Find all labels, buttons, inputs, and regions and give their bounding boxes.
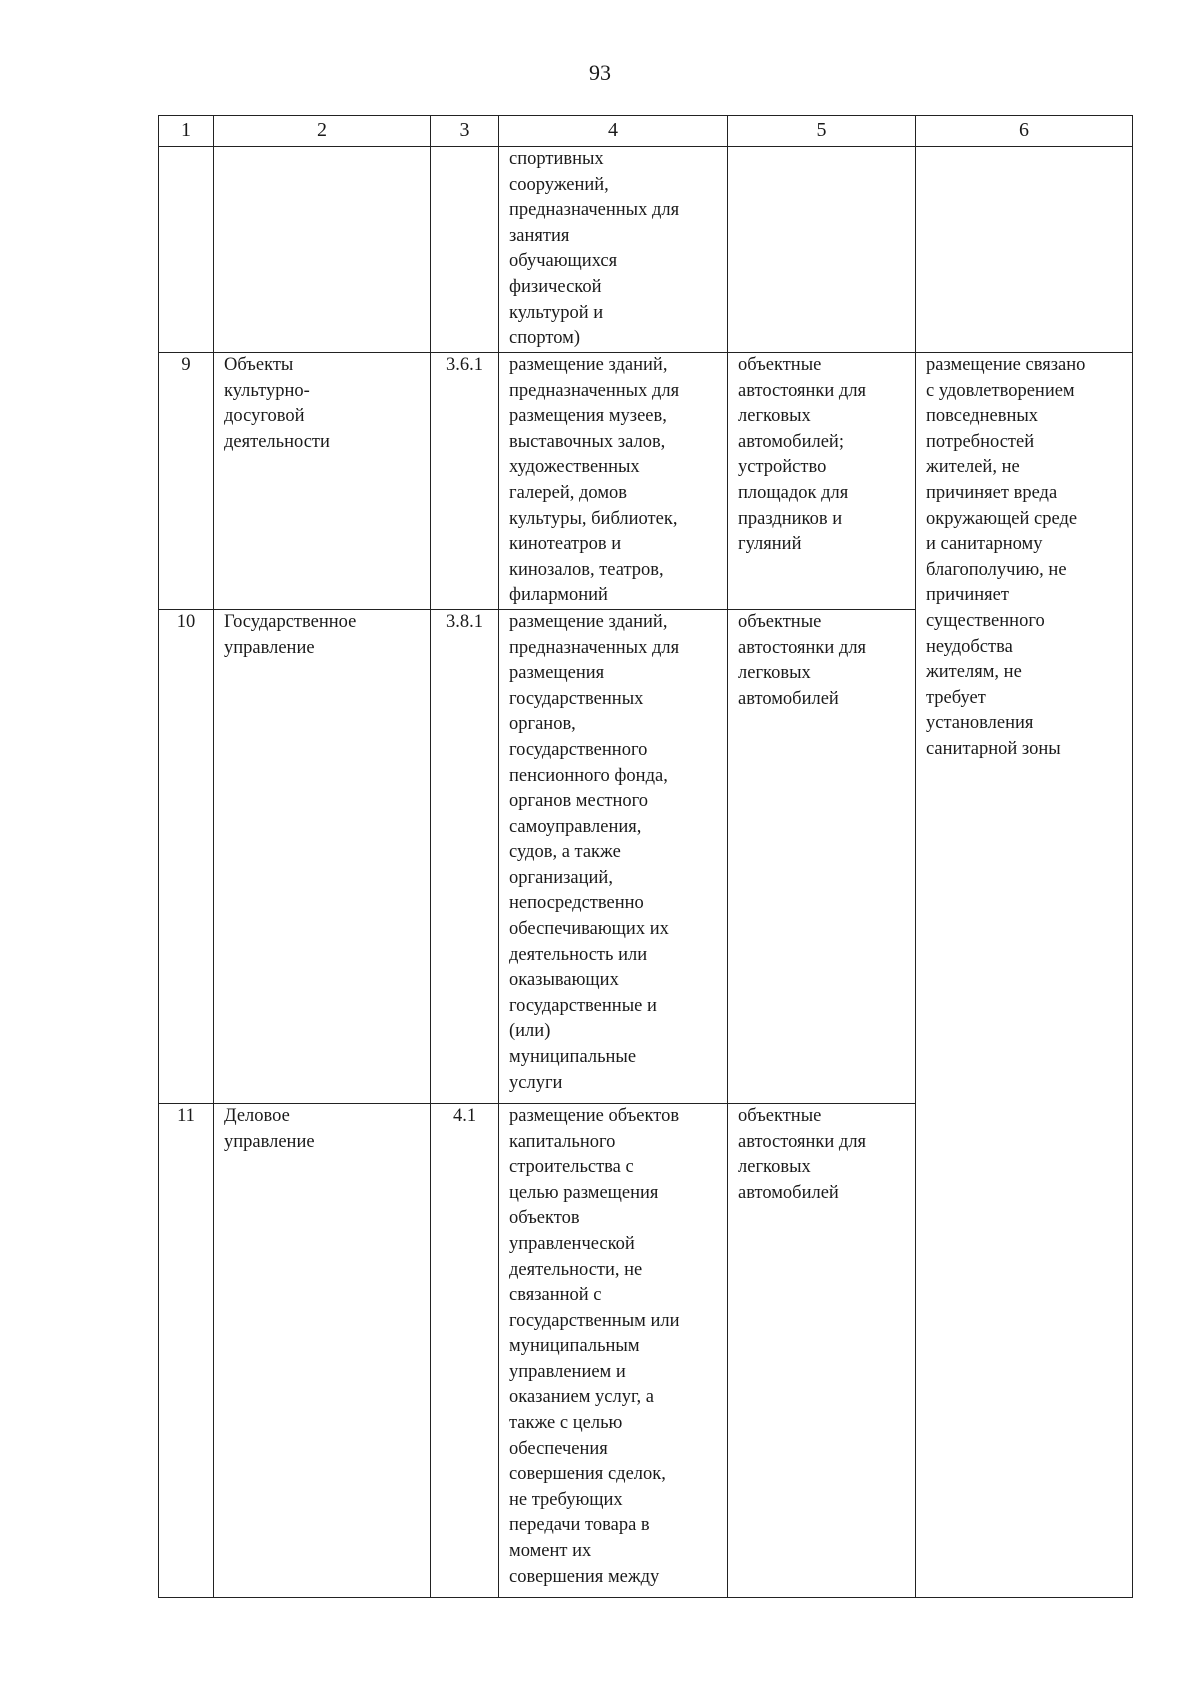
cell-number: 9	[159, 353, 214, 610]
cell-empty	[431, 147, 499, 353]
cell-use-code: 3.6.1	[431, 353, 499, 610]
column-header: 3	[431, 116, 499, 147]
cell-use-name: Объекты культурно- досуговой деятельности	[214, 353, 431, 610]
column-header: 6	[916, 116, 1133, 147]
table-row-continuation	[159, 147, 1133, 353]
column-header: 2	[214, 116, 431, 147]
table-header-row	[159, 116, 1133, 147]
cell-use-name: Государственное управление	[214, 609, 431, 1103]
cell-description: размещение зданий, предназначенных для размещения государственных органов, государственного пенсионного фонда, органов местного самоуправления, судов, а также организаций, непосредственно обеспечивающих их деятельность или оказывающих государственные и (или) муниципальные услуги	[499, 609, 728, 1103]
cell-empty	[728, 147, 916, 353]
cell-auxiliary-uses: объектные автостоянки для легковых автомобилей	[728, 609, 916, 1103]
cell-description: спортивных сооружений, предназначенных для занятия обучающихся физической культурой и спортом)	[499, 147, 728, 353]
cell-number: 11	[159, 1103, 214, 1597]
column-header: 5	[728, 116, 916, 147]
cell-description: размещение зданий, предназначенных для размещения музеев, выставочных залов, художественных галерей, домов культуры, библиотек, кинотеатров и кинозалов, театров, филармоний	[499, 353, 728, 610]
cell-use-code: 3.8.1	[431, 609, 499, 1103]
cell-empty	[214, 147, 431, 353]
cell-auxiliary-uses: объектные автостоянки для легковых автомобилей	[728, 1103, 916, 1597]
zoning-table	[158, 115, 1133, 1598]
cell-use-code: 4.1	[431, 1103, 499, 1597]
cell-auxiliary-uses: объектные автостоянки для легковых автомобилей; устройство площадок для праздников и гуляний	[728, 353, 916, 610]
cell-empty	[916, 147, 1133, 353]
cell-use-name: Деловое управление	[214, 1103, 431, 1597]
cell-description: размещение объектов капитального строительства с целью размещения объектов управленческой деятельности, не связанной с государственным или муниципальным управлением и оказанием услуг, а также с целью обеспечения совершения сделок, не требующих передачи товара в момент их совершения между	[499, 1103, 728, 1597]
column-header: 4	[499, 116, 728, 147]
column-header: 1	[159, 116, 214, 147]
table-row	[159, 353, 1133, 610]
cell-empty	[159, 147, 214, 353]
page-number: 93	[589, 60, 611, 85]
cell-conditions: размещение связано с удовлетворением повседневных потребностей жителей, не причиняет вреда окружающей среде и санитарному благополучию, не причиняет существенного неудобства жителям, не требует установления санитарной зоны	[916, 353, 1133, 1598]
cell-number: 10	[159, 609, 214, 1103]
